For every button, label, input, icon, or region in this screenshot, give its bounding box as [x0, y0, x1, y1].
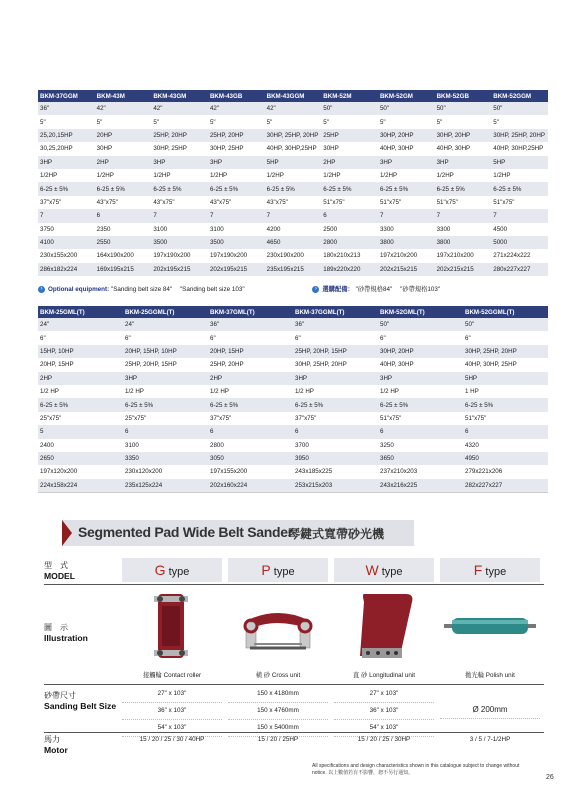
table-cell: 3HP: [123, 372, 208, 385]
table-cell: 37"x75": [293, 412, 378, 425]
table-cell: 6": [123, 331, 208, 344]
table-cell: 1/2HP: [435, 169, 492, 182]
table-header-cell: BKM-52GGM: [491, 90, 548, 102]
table-cell: 6": [208, 331, 293, 344]
table-cell: 3100: [208, 223, 265, 236]
table-header-cell: BKM-52GGML(T): [463, 306, 548, 318]
table-header-cell: BKM-52GM: [378, 90, 435, 102]
table-cell: 243x185x225: [293, 465, 378, 478]
table-row: [38, 102, 548, 115]
table-cell: 4500: [491, 223, 548, 236]
sizes-g: 27" x 103" 36" x 103" 54" x 103": [122, 686, 222, 737]
section-divider: [38, 492, 548, 493]
table-cell: 3250: [378, 439, 463, 452]
sizes-f: Ø 200mm: [440, 702, 540, 719]
table-header-cell: BKM-43GM: [151, 90, 208, 102]
table-cell: 6-25 ± 5%: [491, 182, 548, 195]
table-cell: 3750: [38, 223, 95, 236]
model-grid: [44, 556, 544, 758]
table-header-cell: BKM-43GB: [208, 90, 265, 102]
table-cell: 6: [95, 209, 152, 222]
table-cell: 25,20,15HP: [38, 129, 95, 142]
table-cell: 3HP: [208, 156, 265, 169]
grid-line: [44, 684, 544, 685]
table-row: [38, 331, 548, 344]
table-cell: 5HP: [463, 372, 548, 385]
table-row: [38, 398, 548, 411]
caption-p: 橫 砂 Cross unit: [255, 672, 301, 679]
table-cell: 6: [123, 425, 208, 438]
table-cell: 169x195x215: [95, 263, 152, 276]
table-cell: 7: [435, 209, 492, 222]
table-cell: 6": [378, 331, 463, 344]
section-banner: [62, 520, 414, 546]
footer-note: All specifications and design characteristics shown in this catalogue subject to change without notice. 以上數值若有不影響，恕不另行通知。: [312, 763, 520, 776]
table-cell: 197x210x200: [378, 249, 435, 262]
table-row: [38, 318, 548, 331]
table-cell: 3050: [208, 452, 293, 465]
optional-item-2: "Sanding belt size 103": [179, 286, 245, 293]
caption-w: 直 砂 Longitudinal unit: [353, 672, 415, 679]
table-cell: 3300: [378, 223, 435, 236]
table-cell: 37"x75": [38, 196, 95, 209]
table-cell: 3HP: [378, 156, 435, 169]
table-cell: 4950: [463, 452, 548, 465]
table-cell: 25HP, 20HP: [208, 358, 293, 371]
table-cell: 3500: [151, 236, 208, 249]
table-cell: 36": [38, 102, 95, 115]
table-cell: 2800: [321, 236, 378, 249]
table-cell: 3100: [123, 439, 208, 452]
table-cell: 42": [265, 102, 322, 115]
table-cell: 197x120x200: [38, 465, 123, 478]
table-cell: 20HP: [95, 129, 152, 142]
model-label: 型 式 MODEL: [44, 561, 76, 581]
sizes-w: 27" x 103" 36" x 103" 54" x 103": [334, 686, 434, 737]
table-cell: 30HP, 25HP: [151, 142, 208, 155]
type-header-f: F type: [440, 558, 540, 582]
table-cell: 7: [378, 209, 435, 222]
table-cell: 30HP, 25HP, 20HP: [463, 345, 548, 358]
table-cell: 279x221x206: [463, 465, 548, 478]
table-cell: 3350: [123, 452, 208, 465]
table-cell: 6-25 ± 5%: [208, 398, 293, 411]
info-circle-icon-cn: ›: [312, 286, 319, 293]
optional-item-cn-1: "砂帶規格84": [355, 286, 393, 293]
table-cell: 6-25 ± 5%: [208, 182, 265, 195]
table-row: [38, 129, 548, 142]
table-cell: 230x155x200: [38, 249, 95, 262]
table-cell: 30HP: [321, 142, 378, 155]
table-header-cell: BKM-25GGML(T): [123, 306, 208, 318]
table-header-cell: BKM-43GGM: [265, 90, 322, 102]
table-cell: 3800: [378, 236, 435, 249]
type-header-g: G type: [122, 558, 222, 582]
table-cell: 271x224x222: [491, 249, 548, 262]
table-cell: 6-25 ± 5%: [38, 182, 95, 195]
grid-line: [44, 584, 544, 585]
sanding-belt-size-label: 砂帶尺寸 Sanding Belt Size: [44, 691, 117, 711]
table-cell: 2350: [95, 223, 152, 236]
table-cell: 30HP, 20HP: [435, 129, 492, 142]
table-cell: 24": [38, 318, 123, 331]
table-cell: 6-25 ± 5%: [95, 182, 152, 195]
table-cell: 1 HP: [463, 385, 548, 398]
table-cell: 20HP, 15HP: [38, 358, 123, 371]
table-cell: 6: [208, 425, 293, 438]
table-cell: 51"x75": [491, 196, 548, 209]
table-cell: 6-25 ± 5%: [38, 398, 123, 411]
table-cell: 30HP, 25HP, 20HP: [265, 129, 322, 142]
table-cell: 15HP, 10HP: [38, 345, 123, 358]
table-cell: 7: [491, 209, 548, 222]
table-cell: 50": [378, 318, 463, 331]
table-cell: 1/2HP: [38, 169, 95, 182]
table-cell: 5": [491, 115, 548, 128]
table-cell: 25HP, 20HP, 15HP: [123, 358, 208, 371]
table-header-cell: BKM-43M: [95, 90, 152, 102]
table-cell: 2HP: [95, 156, 152, 169]
table-cell: 25"x75": [38, 412, 123, 425]
table-cell: 50": [491, 102, 548, 115]
table-cell: 30HP, 20HP: [378, 129, 435, 142]
type-header-w: W type: [334, 558, 434, 582]
table-cell: 25HP, 20HP, 15HP: [293, 345, 378, 358]
table-cell: 1/2HP: [208, 169, 265, 182]
table-cell: 2HP: [208, 372, 293, 385]
table-cell: 43"x75": [151, 196, 208, 209]
motor-g: 15 / 20 / 25 / 30 / 40HP: [139, 736, 205, 743]
table-cell: 51"x75": [463, 412, 548, 425]
table-cell: 1/2HP: [95, 169, 152, 182]
table-cell: 5HP: [491, 156, 548, 169]
table-cell: 6-25 ± 5%: [378, 182, 435, 195]
table-cell: 6-25 ± 5%: [435, 182, 492, 195]
table-cell: 253x215x203: [293, 479, 378, 492]
table-cell: 40HP, 30HP: [378, 142, 435, 155]
table-cell: 237x210x203: [378, 465, 463, 478]
table-cell: 43"x75": [265, 196, 322, 209]
table-cell: 2650: [38, 452, 123, 465]
table-cell: 1/2HP: [151, 169, 208, 182]
table-row: [38, 452, 548, 465]
table-cell: 36": [293, 318, 378, 331]
table-cell: 3HP: [151, 156, 208, 169]
table-cell: 3100: [151, 223, 208, 236]
table-cell: 3HP: [435, 156, 492, 169]
table-header-cell: BKM-52M: [321, 90, 378, 102]
table-cell: 1/2HP: [265, 169, 322, 182]
table-cell: 3800: [435, 236, 492, 249]
table-cell: 2800: [208, 439, 293, 452]
table-cell: 202x160x224: [208, 479, 293, 492]
table-cell: 1/2 HP: [293, 385, 378, 398]
table-cell: 43"x75": [208, 196, 265, 209]
table-cell: 6-25 ± 5%: [378, 398, 463, 411]
table-cell: 286x182x224: [38, 263, 95, 276]
table-cell: 180x210x213: [321, 249, 378, 262]
table-header-cell: BKM-37GGML(T): [293, 306, 378, 318]
table-cell: 42": [151, 102, 208, 115]
table-row: [38, 372, 548, 385]
table-cell: 30,25,20HP: [38, 142, 95, 155]
table-cell: 1/2 HP: [123, 385, 208, 398]
table-cell: 7: [208, 209, 265, 222]
table-cell: 30HP, 20HP: [378, 345, 463, 358]
table-cell: 40HP, 30HP: [378, 358, 463, 371]
table-cell: 25HP, 20HP: [151, 129, 208, 142]
table-cell: 6-25 ± 5%: [265, 182, 322, 195]
table-cell: 43"x75": [95, 196, 152, 209]
table-cell: 1/2 HP: [208, 385, 293, 398]
spec-table-top: [38, 90, 548, 276]
table-header-cell: BKM-52GML(T): [378, 306, 463, 318]
table-cell: 3300: [435, 223, 492, 236]
table-cell: 6: [378, 425, 463, 438]
table-cell: 5": [208, 115, 265, 128]
table-cell: 202x215x215: [435, 263, 492, 276]
table-cell: 243x216x225: [378, 479, 463, 492]
motor-label: 馬力 Motor: [44, 735, 68, 755]
sizes-p: 150 x 4180mm 150 x 4760mm 150 x 5400mm: [228, 686, 328, 737]
table-cell: 224x158x224: [38, 479, 123, 492]
table-cell: 25"x75": [123, 412, 208, 425]
table-row: [38, 142, 548, 155]
caption-g: 接觸輪 Contact roller: [142, 672, 202, 679]
table-cell: 7: [151, 209, 208, 222]
motor-p: 15 / 20 / 25HP: [257, 736, 299, 743]
table-cell: 20HP, 15HP: [208, 345, 293, 358]
table-cell: 230x190x200: [265, 249, 322, 262]
table-header-cell: BKM-37GML(T): [208, 306, 293, 318]
table-cell: 50": [378, 102, 435, 115]
table-cell: 280x227x227: [491, 263, 548, 276]
table-cell: 7: [265, 209, 322, 222]
table-row: [38, 263, 548, 276]
table-cell: 6-25 ± 5%: [293, 398, 378, 411]
table-cell: 3500: [208, 236, 265, 249]
table-cell: 2500: [321, 223, 378, 236]
table-row: [38, 182, 548, 195]
table-row: [38, 156, 548, 169]
table-cell: 40HP, 30HP,25HP: [265, 142, 322, 155]
table-header-cell: BKM-52GB: [435, 90, 492, 102]
table-cell: 51"x75": [378, 196, 435, 209]
table-cell: 5": [321, 115, 378, 128]
optional-label: Optional equipment:: [48, 286, 110, 293]
optional-item-1: "Sanding belt size 84": [110, 286, 173, 293]
table-cell: 1/2HP: [378, 169, 435, 182]
table-cell: 25HP, 20HP: [208, 129, 265, 142]
illustration-label: 圖 示 Illustration: [44, 623, 88, 643]
table-row: [38, 169, 548, 182]
table-cell: 51"x75": [321, 196, 378, 209]
spec-table-bottom: [38, 306, 548, 492]
table-cell: 30HP: [95, 142, 152, 155]
table-cell: 40HP, 30HP, 25HP: [463, 358, 548, 371]
info-circle-icon: ›: [38, 286, 45, 293]
table-cell: 202x215x215: [378, 263, 435, 276]
table-cell: 30HP, 25HP: [208, 142, 265, 155]
table-cell: 1/2 HP: [378, 385, 463, 398]
table-cell: 50": [463, 318, 548, 331]
table-cell: 42": [208, 102, 265, 115]
table-row: [38, 223, 548, 236]
table-cell: 30HP, 25HP, 20HP: [491, 129, 548, 142]
table-cell: 197x190x200: [151, 249, 208, 262]
table-cell: 5": [95, 115, 152, 128]
table-cell: 4650: [265, 236, 322, 249]
table-cell: 2HP: [38, 372, 123, 385]
motor-w: 15 / 20 / 25 / 30HP: [357, 736, 411, 743]
table-cell: 282x227x227: [463, 479, 548, 492]
table-cell: 42": [95, 102, 152, 115]
table-row: [38, 358, 548, 371]
table-cell: 30HP, 25HP, 20HP: [293, 358, 378, 371]
table-cell: 6: [463, 425, 548, 438]
table-cell: 5": [435, 115, 492, 128]
table-cell: 37"x75": [208, 412, 293, 425]
table-cell: 5": [265, 115, 322, 128]
table-cell: 235x195x215: [265, 263, 322, 276]
table-cell: 197x210x200: [435, 249, 492, 262]
table-cell: 5000: [491, 236, 548, 249]
table-row: [38, 115, 548, 128]
optional-equipment: [38, 284, 446, 293]
table-cell: 40HP, 30HP,25HP: [491, 142, 548, 155]
table-cell: 5": [151, 115, 208, 128]
table-cell: 3HP: [38, 156, 95, 169]
table-row: [38, 345, 548, 358]
table-cell: 3700: [293, 439, 378, 452]
table-cell: 202x195x215: [151, 263, 208, 276]
table-cell: 202x195x215: [208, 263, 265, 276]
table-cell: 6-25 ± 5%: [321, 182, 378, 195]
table-row: [38, 479, 548, 492]
table-cell: 3950: [293, 452, 378, 465]
table-cell: 5HP: [265, 156, 322, 169]
section-title: Segmented Pad Wide Belt Sander: [78, 524, 293, 540]
optional-item-cn-2: "砂帶規格103": [400, 286, 441, 293]
table-cell: 1/2HP: [491, 169, 548, 182]
table-cell: 2HP: [321, 156, 378, 169]
table-cell: 25HP: [321, 129, 378, 142]
table-row: [38, 439, 548, 452]
table-cell: 36": [208, 318, 293, 331]
table-cell: 50": [321, 102, 378, 115]
table-cell: 164x190x200: [95, 249, 152, 262]
table-cell: 2550: [95, 236, 152, 249]
table-row: [38, 385, 548, 398]
table-cell: 51"x75": [378, 412, 463, 425]
table-cell: 235x125x224: [123, 479, 208, 492]
table-row: [38, 425, 548, 438]
table-row: [38, 236, 548, 249]
motor-f: 3 / 5 / 7-1/2HP: [469, 736, 511, 743]
table-cell: 24": [123, 318, 208, 331]
table-cell: 6: [321, 209, 378, 222]
table-cell: 1/2 HP: [38, 385, 123, 398]
table-row: [38, 249, 548, 262]
table-cell: 6-25 ± 5%: [151, 182, 208, 195]
table-cell: 4320: [463, 439, 548, 452]
table-cell: 4100: [38, 236, 95, 249]
table-cell: 4200: [265, 223, 322, 236]
table-cell: 20HP, 15HP, 10HP: [123, 345, 208, 358]
table-row: [38, 196, 548, 209]
table-header-cell: BKM-25GML(T): [38, 306, 123, 318]
table-row: [38, 465, 548, 478]
table-cell: 189x220x220: [321, 263, 378, 276]
optional-label-cn: 選購配備：: [322, 286, 354, 293]
table-cell: 230x120x200: [123, 465, 208, 478]
table-cell: 1/2HP: [321, 169, 378, 182]
table-cell: 2400: [38, 439, 123, 452]
table-cell: 3650: [378, 452, 463, 465]
table-cell: 6": [293, 331, 378, 344]
table-cell: 5: [38, 425, 123, 438]
table-cell: 51"x75": [435, 196, 492, 209]
table-cell: 6-25 ± 5%: [463, 398, 548, 411]
type-header-p: P type: [228, 558, 328, 582]
table-cell: 6-25 ± 5%: [123, 398, 208, 411]
table-cell: 5": [378, 115, 435, 128]
page-number: 26: [546, 774, 554, 781]
table-row: [38, 412, 548, 425]
table-header-cell: BKM-37GGM: [38, 90, 95, 102]
table-row: [38, 209, 548, 222]
table-cell: 6": [463, 331, 548, 344]
table-cell: 7: [38, 209, 95, 222]
table-cell: 50": [435, 102, 492, 115]
table-cell: 197x190x200: [208, 249, 265, 262]
banner-arrow-icon: [62, 520, 72, 546]
table-cell: 3HP: [293, 372, 378, 385]
table-cell: 5": [38, 115, 95, 128]
table-cell: 6: [293, 425, 378, 438]
table-cell: 3HP: [378, 372, 463, 385]
table-cell: 6": [38, 331, 123, 344]
section-title-cn: 琴鍵式寬帶砂光機: [288, 527, 385, 541]
table-cell: 40HP, 30HP: [435, 142, 492, 155]
caption-f: 拋光輪 Polish unit: [465, 672, 515, 679]
table-cell: 197x155x200: [208, 465, 293, 478]
